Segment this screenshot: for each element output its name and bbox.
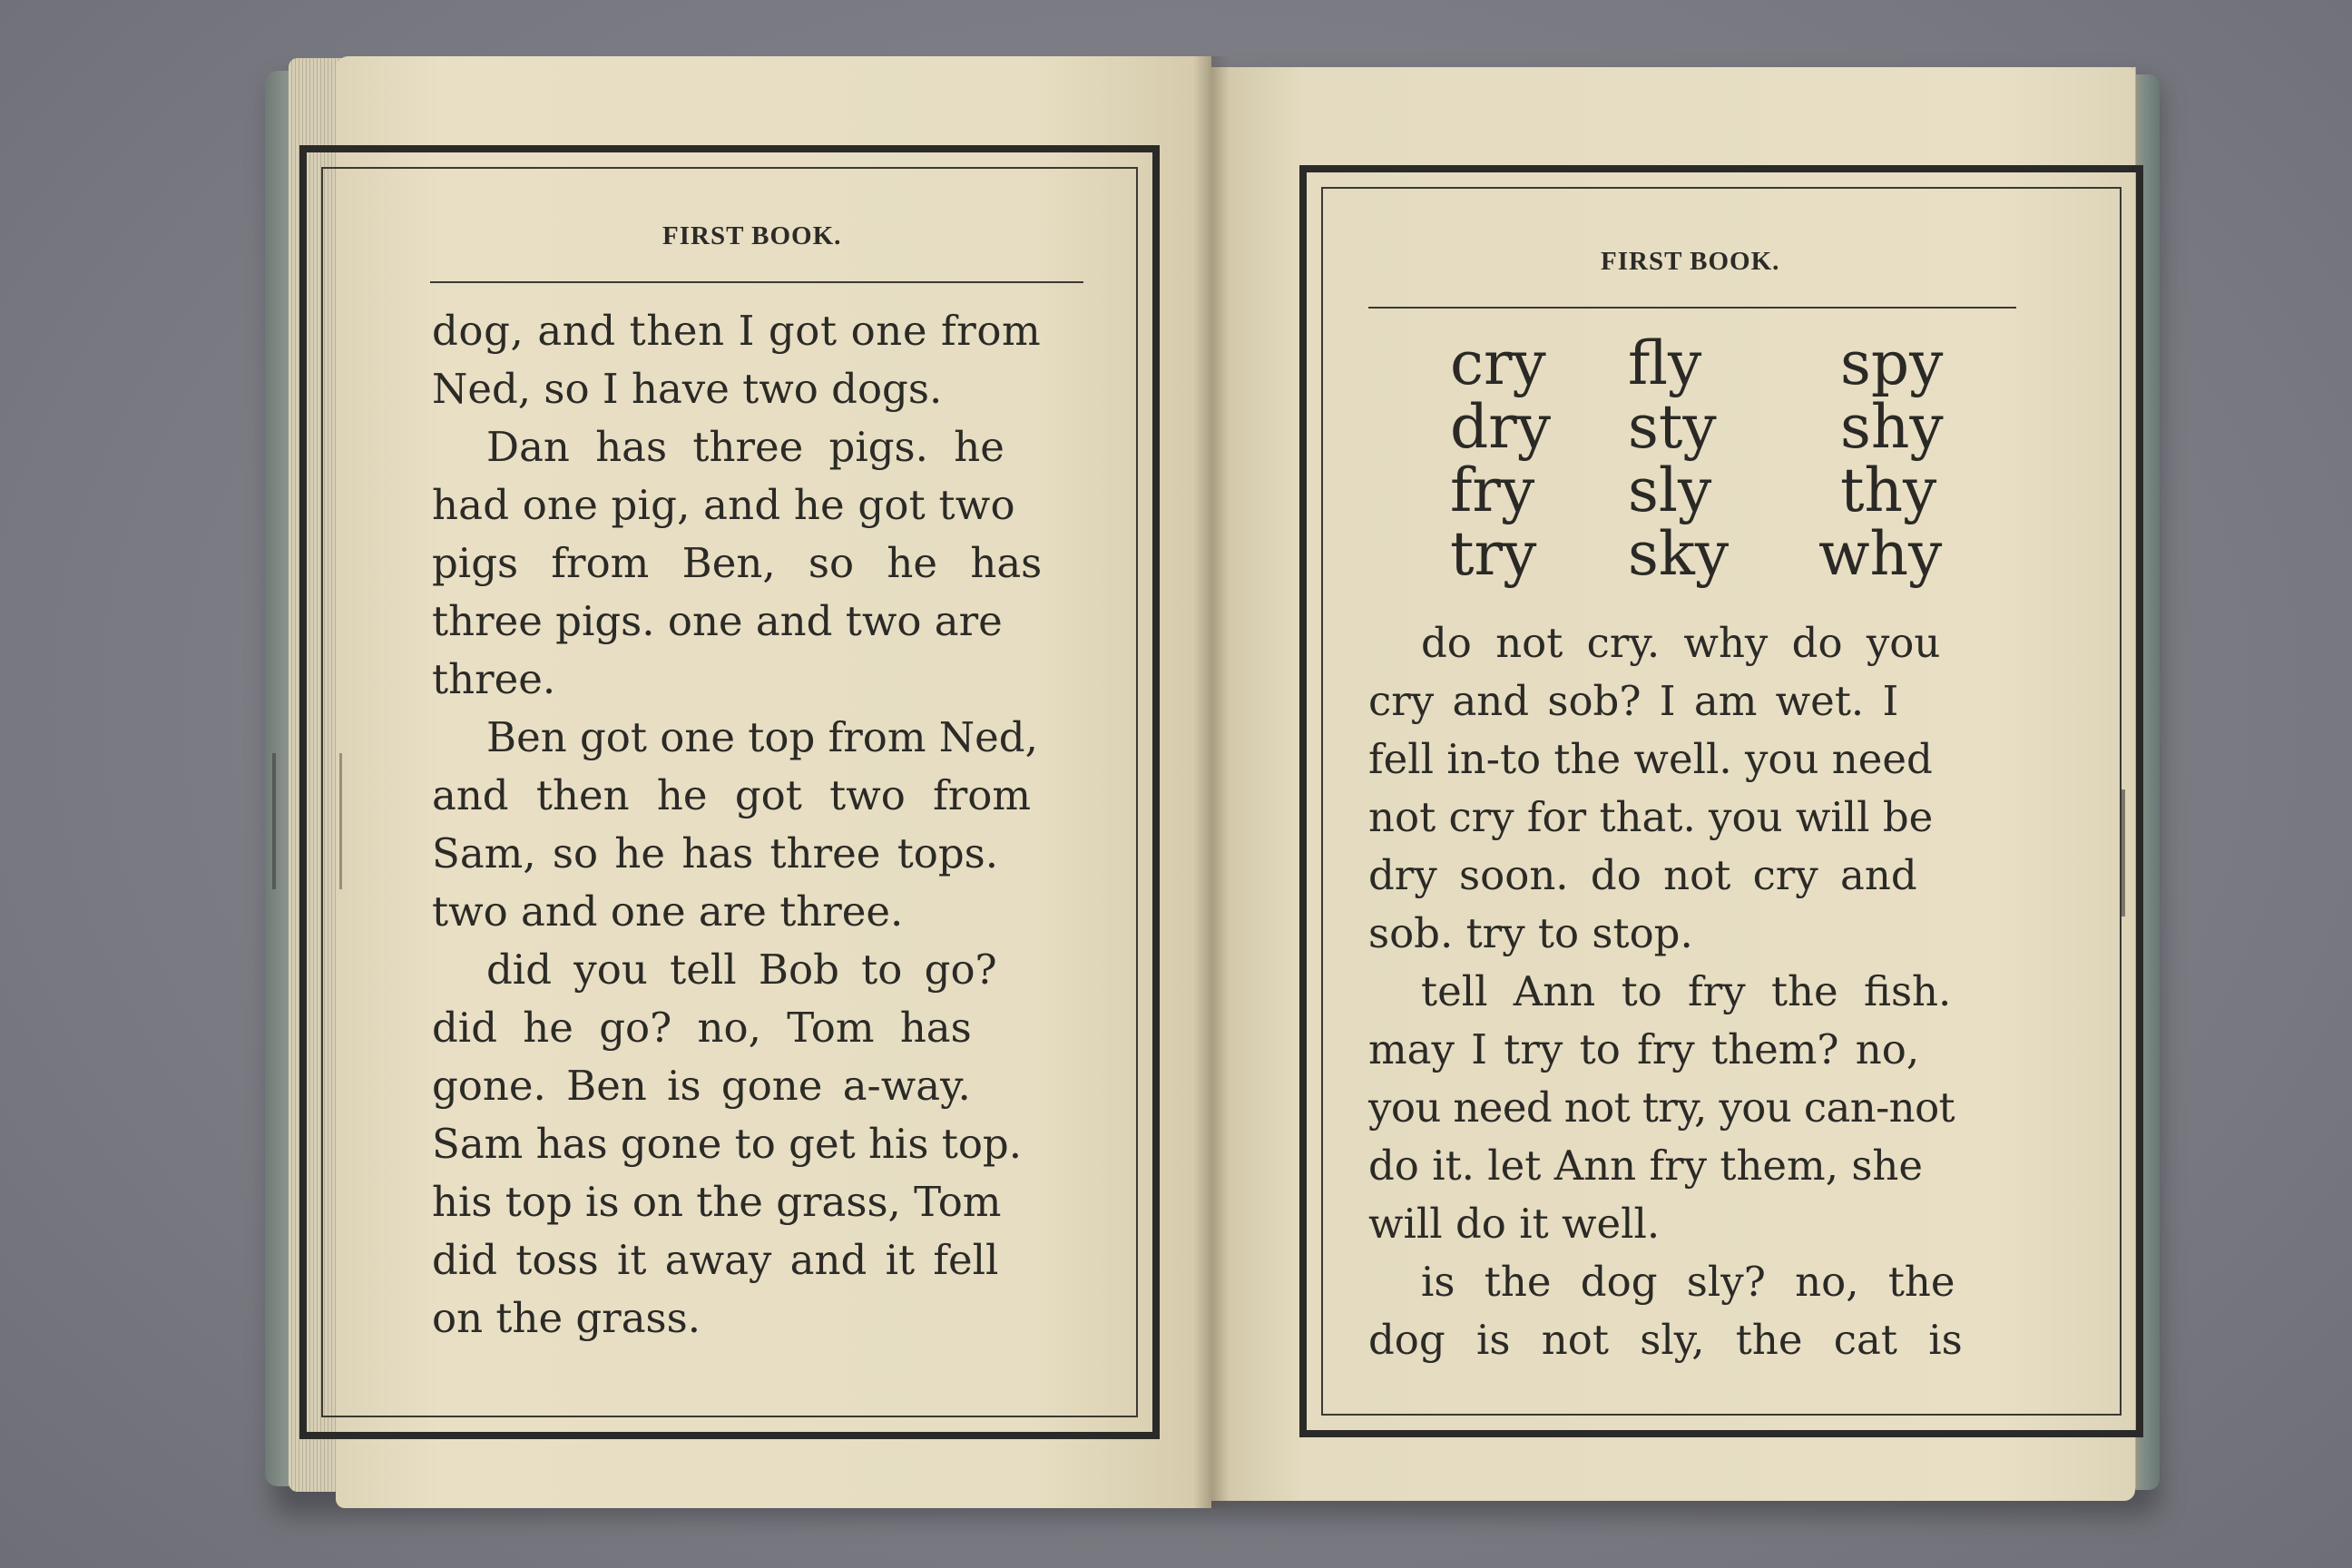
left-head-rule [430, 281, 1083, 283]
text-line: do it. let Ann fry them, she [1368, 1142, 1924, 1190]
text-line: may I try to fry them? no, [1368, 1025, 1920, 1073]
right-running-head: FIRST BOOK. [1601, 247, 1780, 276]
word-list-item: shy [1840, 392, 1944, 462]
text-line: and then he got two from [432, 771, 1032, 819]
word-list-item: try [1450, 519, 1537, 589]
word-list-item: sly [1628, 456, 1712, 525]
text-line: his top is on the grass, Tom [432, 1178, 1002, 1226]
text-line: fell in-to the well. you need [1368, 735, 1933, 783]
text-line: do not cry. why do you [1421, 619, 1941, 667]
text-line: two and one are three. [432, 887, 904, 936]
book-gutter [1193, 56, 1230, 1508]
word-list-item: cry [1450, 328, 1546, 398]
word-list-item: thy [1840, 456, 1937, 525]
text-line: did he go? no, Tom has [432, 1004, 972, 1052]
word-list-item: fry [1450, 456, 1535, 525]
right-head-rule [1368, 307, 2016, 309]
text-line: will do it well. [1368, 1200, 1661, 1248]
text-line: three. [432, 655, 556, 703]
text-line: not cry for that. you will be [1368, 793, 1934, 841]
text-line: Dan has three pigs. he [486, 423, 1004, 471]
word-list-item: why [1818, 519, 1943, 589]
text-line: sob. try to stop. [1368, 909, 1693, 957]
text-line: three pigs. one and two are [432, 597, 1003, 645]
left-running-head: FIRST BOOK. [662, 221, 842, 250]
word-list-item: sky [1628, 519, 1730, 589]
word-list-item: sty [1628, 392, 1717, 462]
binding-thread-mark [2122, 789, 2143, 916]
text-line: on the grass. [432, 1294, 701, 1342]
text-line: dry soon. do not cry and [1368, 851, 1917, 899]
word-list-item: spy [1840, 328, 1944, 398]
text-line: dog is not sly, the cat is [1368, 1316, 1963, 1364]
text-line: tell Ann to fry the fish. [1421, 967, 1952, 1015]
text-line: Sam, so he has three tops. [432, 829, 999, 877]
binding-thread-mark [272, 753, 342, 889]
text-line: gone. Ben is gone a-way. [432, 1062, 971, 1110]
text-line: Ned, so I have two dogs. [432, 365, 943, 413]
text-line: had one pig, and he got two [432, 481, 1015, 529]
word-list-item: dry [1450, 392, 1552, 462]
text-line: is the dog sly? no, the [1421, 1258, 1955, 1306]
text-line: Sam has gone to get his top. [432, 1120, 1023, 1168]
word-list-item: fly [1628, 328, 1702, 398]
text-line: did you tell Bob to go? [486, 946, 997, 994]
text-line: cry and sob? I am wet. I [1368, 677, 1899, 725]
text-line: you need not try, you can-not [1368, 1083, 1955, 1132]
text-line: did toss it away and it fell [432, 1236, 999, 1284]
text-line: dog, and then I got one from [432, 307, 1042, 355]
text-line: pigs from Ben, so he has [432, 539, 1043, 587]
text-line: Ben got one top from Ned, [486, 713, 1038, 761]
